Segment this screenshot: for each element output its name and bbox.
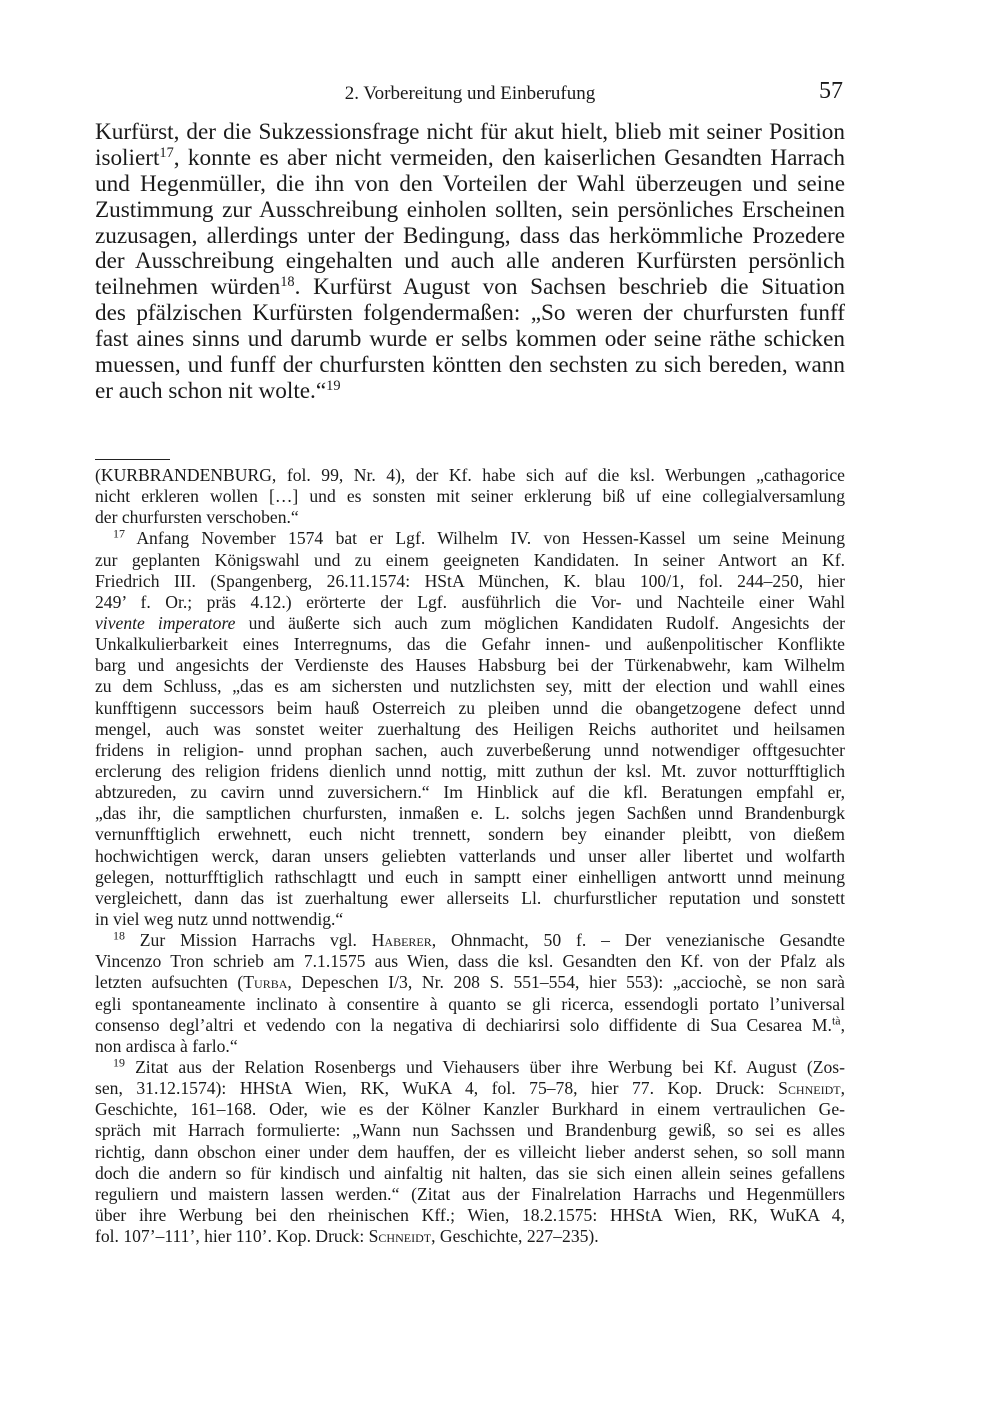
text-line bbox=[95, 740, 845, 761]
footnotes bbox=[95, 465, 845, 1247]
text-segment: der churfursten verschoben.“ bbox=[95, 507, 299, 528]
text-segment: isoliert bbox=[95, 144, 160, 171]
text-line bbox=[95, 486, 845, 507]
text-line bbox=[95, 634, 845, 655]
text-segment: egli spontaneamente inclinato à consentire à quanto se gli ricerca, essendogli portato l’universal bbox=[95, 993, 845, 1014]
footnote-reference: 19 bbox=[326, 378, 341, 394]
text-line bbox=[95, 1057, 845, 1078]
text-line bbox=[95, 275, 845, 301]
text-line bbox=[95, 994, 845, 1015]
text-segment: reguliern und maistern lassen werden.“ (Zitat aus der Finalrelation Harrachs und Hegenmüllers bbox=[95, 1183, 845, 1204]
text-segment: Zur Mission Harrachs vgl. bbox=[124, 930, 372, 951]
text-line bbox=[95, 951, 845, 972]
text-segment: , bbox=[840, 1078, 845, 1099]
text-segment: gelegen, notturfftiglich rathschlagtt und euch in samptt einer einhelligen antwortt unnd meinung bbox=[95, 866, 845, 887]
text-segment: und Hegenmüller, die ihn von den Vorteilen der Wahl überzeugen und seine bbox=[95, 170, 845, 197]
author-name: Turba bbox=[243, 972, 288, 993]
text-segment: des pfälzischen Kurfürsten folgendermaßen: „So weren der churfursten funff bbox=[95, 300, 845, 327]
text-segment: abtzureden, zu cavirn unnd zuversichern.“ Im Hinblick auf die kfl. Beratungen empfahl er, bbox=[95, 782, 845, 803]
text-line bbox=[95, 782, 845, 803]
text-segment: , bbox=[840, 1014, 845, 1035]
italic-text: vivente imperatore bbox=[95, 612, 236, 633]
text-segment: non ardisca à farlo.“ bbox=[95, 1035, 238, 1056]
author-name: Haberer bbox=[371, 930, 432, 951]
text-segment: er auch schon nit wolte.“ bbox=[95, 377, 327, 404]
text-line bbox=[95, 571, 845, 592]
text-segment: nicht erkleren wollen […] und es sonsten mit seiner erklerung biß uf eine collegialversamlung bbox=[95, 486, 845, 507]
text-segment: Zitat aus der Relation Rosenbergs und Viehausers über ihre Werbung bei Kf. August (Zos- bbox=[124, 1056, 845, 1077]
text-line bbox=[95, 528, 845, 549]
text-line bbox=[95, 761, 845, 782]
footnote-separator bbox=[95, 459, 170, 460]
text-segment: , Ohnmacht, 50 f. – Der venezianische Gesandte bbox=[431, 930, 845, 951]
text-line bbox=[95, 146, 845, 172]
text-segment: zur geplanten Königswahl und zu einem geeigneten Kandidaten. In seiner Antwort an Kf. bbox=[95, 549, 845, 570]
text-segment: , Geschichte, 227–235). bbox=[431, 1226, 599, 1247]
text-line bbox=[95, 655, 845, 676]
footnote-reference: 17 bbox=[113, 526, 125, 541]
text-segment: sen, 31.12.1574): HHStA Wien, RK, WuKA 4, fol. 75–78, hier 77. Kop. Druck: bbox=[95, 1078, 779, 1099]
footnote-reference: tà bbox=[831, 1013, 841, 1028]
text-line bbox=[95, 972, 845, 993]
text-line bbox=[95, 172, 845, 198]
text-segment: hochwichtigen werck, daran unsers geliebten vatterlands und unser aller libertet und wolfarth bbox=[95, 845, 845, 866]
text-line bbox=[95, 803, 845, 824]
text-line bbox=[95, 867, 845, 888]
text-line bbox=[95, 1099, 845, 1120]
text-segment: Geschichte, 161–168. Oder, wie es der Kölner Kanzler Burkhard in einem vertraulichen Ge- bbox=[95, 1099, 845, 1120]
text-segment: (KURBRANDENBURG, fol. 99, Nr. 4), der Kf. habe sich auf die ksl. Werbungen „cathagorice bbox=[95, 465, 845, 485]
text-segment: fol. 107’–111’, hier 110’. Kop. Druck: bbox=[95, 1226, 369, 1247]
text-segment: zu dem Schluss, „das es am sichersten und nutzlichsten sey, mitt der election und wahll eines bbox=[95, 676, 845, 697]
text-segment: Friedrich III. (Spangenberg, 26.11.1574: HStA München, K. blau 100/1, fol. 244–250, hier bbox=[95, 570, 845, 591]
text-line bbox=[95, 592, 845, 613]
text-line bbox=[95, 224, 845, 250]
text-segment: Zustimmung zur Ausschreibung einholen sollten, sein persönliches Erscheinen bbox=[95, 196, 845, 223]
text-segment: mengel, auch was sonstet weiter zuerhaltung des Heiligen Reichs authoritet und heilsamen bbox=[95, 718, 845, 739]
text-line bbox=[95, 1163, 845, 1184]
text-line bbox=[95, 613, 845, 634]
text-line bbox=[95, 846, 845, 867]
text-line bbox=[95, 909, 845, 930]
main-paragraph bbox=[95, 120, 845, 405]
footnote-reference: 17 bbox=[159, 144, 174, 161]
footnote-paragraph bbox=[95, 465, 845, 528]
text-line bbox=[95, 930, 845, 951]
footnote-paragraph bbox=[95, 930, 845, 1057]
text-segment: Vincenzo Tron schrieb am 7.1.1575 aus Wien, dass die ksl. Gesandten den Kf. von der Pfalz als bbox=[95, 951, 845, 972]
text-line bbox=[95, 698, 845, 719]
text-segment: spräch mit Harrach formulierte: „Wann nun Sachssen und Brandenburg gewiß, so sei es alles bbox=[95, 1120, 845, 1141]
text-segment: letzten aufsuchten ( bbox=[95, 972, 244, 993]
text-line bbox=[95, 379, 845, 405]
footnote-paragraph bbox=[95, 1057, 845, 1247]
text-segment: , konnte es aber nicht vermeiden, den kaiserlichen Gesandten Harrach bbox=[173, 144, 845, 171]
page-number: 57 bbox=[819, 78, 843, 104]
text-line bbox=[95, 676, 845, 697]
text-segment: 249’ f. Or.; präs 4.12.) erörterte der Lgf. ausführlich die Vor- und Nachteile einer Wahl bbox=[95, 591, 845, 612]
text-line bbox=[95, 353, 845, 379]
author-name: Schneidt bbox=[778, 1078, 841, 1099]
text-segment: fast aines sinns und darumb wurde er selbs kommen oder seine räthe schicken bbox=[95, 326, 845, 353]
text-line bbox=[95, 120, 845, 146]
text-segment: barg und angesichts der Verdienste des Hauses Habsburg bei der Türkenabwehr, kam Wilhelm bbox=[95, 655, 845, 676]
text-segment: in viel weg nutz unnd nottwendig.“ bbox=[95, 908, 344, 929]
footnote-reference: 19 bbox=[113, 1055, 125, 1070]
text-line bbox=[95, 1036, 845, 1057]
text-line bbox=[95, 327, 845, 353]
text-segment: Anfang November 1574 bat er Lgf. Wilhelm IV. von Hessen-Kassel um seine Meinung bbox=[124, 528, 845, 549]
text-segment: und äußerte sich auch zum möglichen Kandidaten Rudolf. Angesichts der bbox=[235, 612, 845, 633]
text-line bbox=[95, 719, 845, 740]
footnote-reference: 18 bbox=[280, 274, 295, 291]
text-segment: richtig, dann obschon einer under dem hauffen, der es villeicht lieber anderst sehen, so soll mann bbox=[95, 1141, 845, 1162]
main-text bbox=[95, 120, 845, 405]
text-line bbox=[95, 1226, 845, 1247]
text-line bbox=[95, 1205, 845, 1226]
text-segment: . Kurfürst August von Sachsen beschrieb die Situation bbox=[294, 274, 846, 301]
text-segment: erclerung des religion fridens dienlich unnd nottig, mitt zuthun der ksl. Mt. zuvor notturfftiglich bbox=[95, 760, 845, 781]
text-segment: Kurfürst, der die Sukzessionsfrage nicht für akut hielt, blieb mit seiner Position bbox=[95, 119, 845, 145]
text-segment: kunfftigenn successors beim hauß Osterreich zu pleiben unnd die obangetzogene defect unnd bbox=[95, 697, 845, 718]
text-segment: doch die andern so für kindisch und ainfaltig nit halten, das sie sich einen allein seines gefallens bbox=[95, 1162, 845, 1183]
text-segment: Unkalkulierbarkeit eines Interregnums, das die Gefahr innen- und außenpolitischer Konflikte bbox=[95, 634, 845, 655]
text-segment: vernunfftiglich erwehnett, euch nicht trennett, sondern bey einander pleibtt, von dießem bbox=[95, 824, 845, 845]
text-line bbox=[95, 888, 845, 909]
text-segment: teilnehmen würden bbox=[95, 274, 281, 301]
text-segment: „das ihr, die samptlichen churfursten, inmaßen e. L. solchs jegen Sachßen unnd Brandenburgk bbox=[95, 803, 845, 824]
text-line bbox=[95, 507, 845, 528]
text-segment: zuzusagen, allerdings unter der Bedingung, dass das herkömmliche Prozedere bbox=[95, 222, 845, 249]
text-line bbox=[95, 301, 845, 327]
text-line bbox=[95, 1015, 845, 1036]
text-segment: , Depeschen I/3, Nr. 208 S. 551–554, hier 553): „acciochè, se non sarà bbox=[287, 972, 845, 993]
text-line bbox=[95, 1078, 845, 1099]
text-segment: muessen, und funff der churfursten köntten den sechsten zu sich bereden, wann bbox=[95, 352, 845, 379]
text-line bbox=[95, 1120, 845, 1141]
page-header bbox=[95, 80, 845, 108]
text-segment: consenso degl’altri et vedendo con la negativa di dechiarirsi solo diffidente di Sua Cesarea M. bbox=[95, 1014, 832, 1035]
text-segment: vergleichett, dann das ist zuerhaltung ewer allerseits Ll. churfurstlicher reputation und sonstett bbox=[95, 887, 845, 908]
author-name: Schneidt bbox=[368, 1226, 432, 1247]
text-line bbox=[95, 1142, 845, 1163]
footnote-reference: 18 bbox=[113, 928, 125, 943]
text-segment: über ihre Werbung bei den rheinischen Kff.; Wien, 18.2.1575: HHStA Wien, RK, WuKA 4, bbox=[95, 1204, 845, 1225]
text-line bbox=[95, 198, 845, 224]
text-segment: der Ausschreibung eingehalten und auch alle anderen Kurfürsten persönlich bbox=[95, 248, 845, 275]
text-line bbox=[95, 550, 845, 571]
text-segment: fridens in religion- unnd prophan sachen, auch zuverbeßerung unnd notwendiger offtgesuchter bbox=[95, 739, 845, 760]
footnote-paragraph bbox=[95, 528, 845, 930]
text-line bbox=[95, 249, 845, 275]
text-line bbox=[95, 824, 845, 845]
text-line bbox=[95, 1184, 845, 1205]
text-line bbox=[95, 465, 845, 486]
running-title: 2. Vorbereitung und Einberufung bbox=[344, 83, 596, 104]
